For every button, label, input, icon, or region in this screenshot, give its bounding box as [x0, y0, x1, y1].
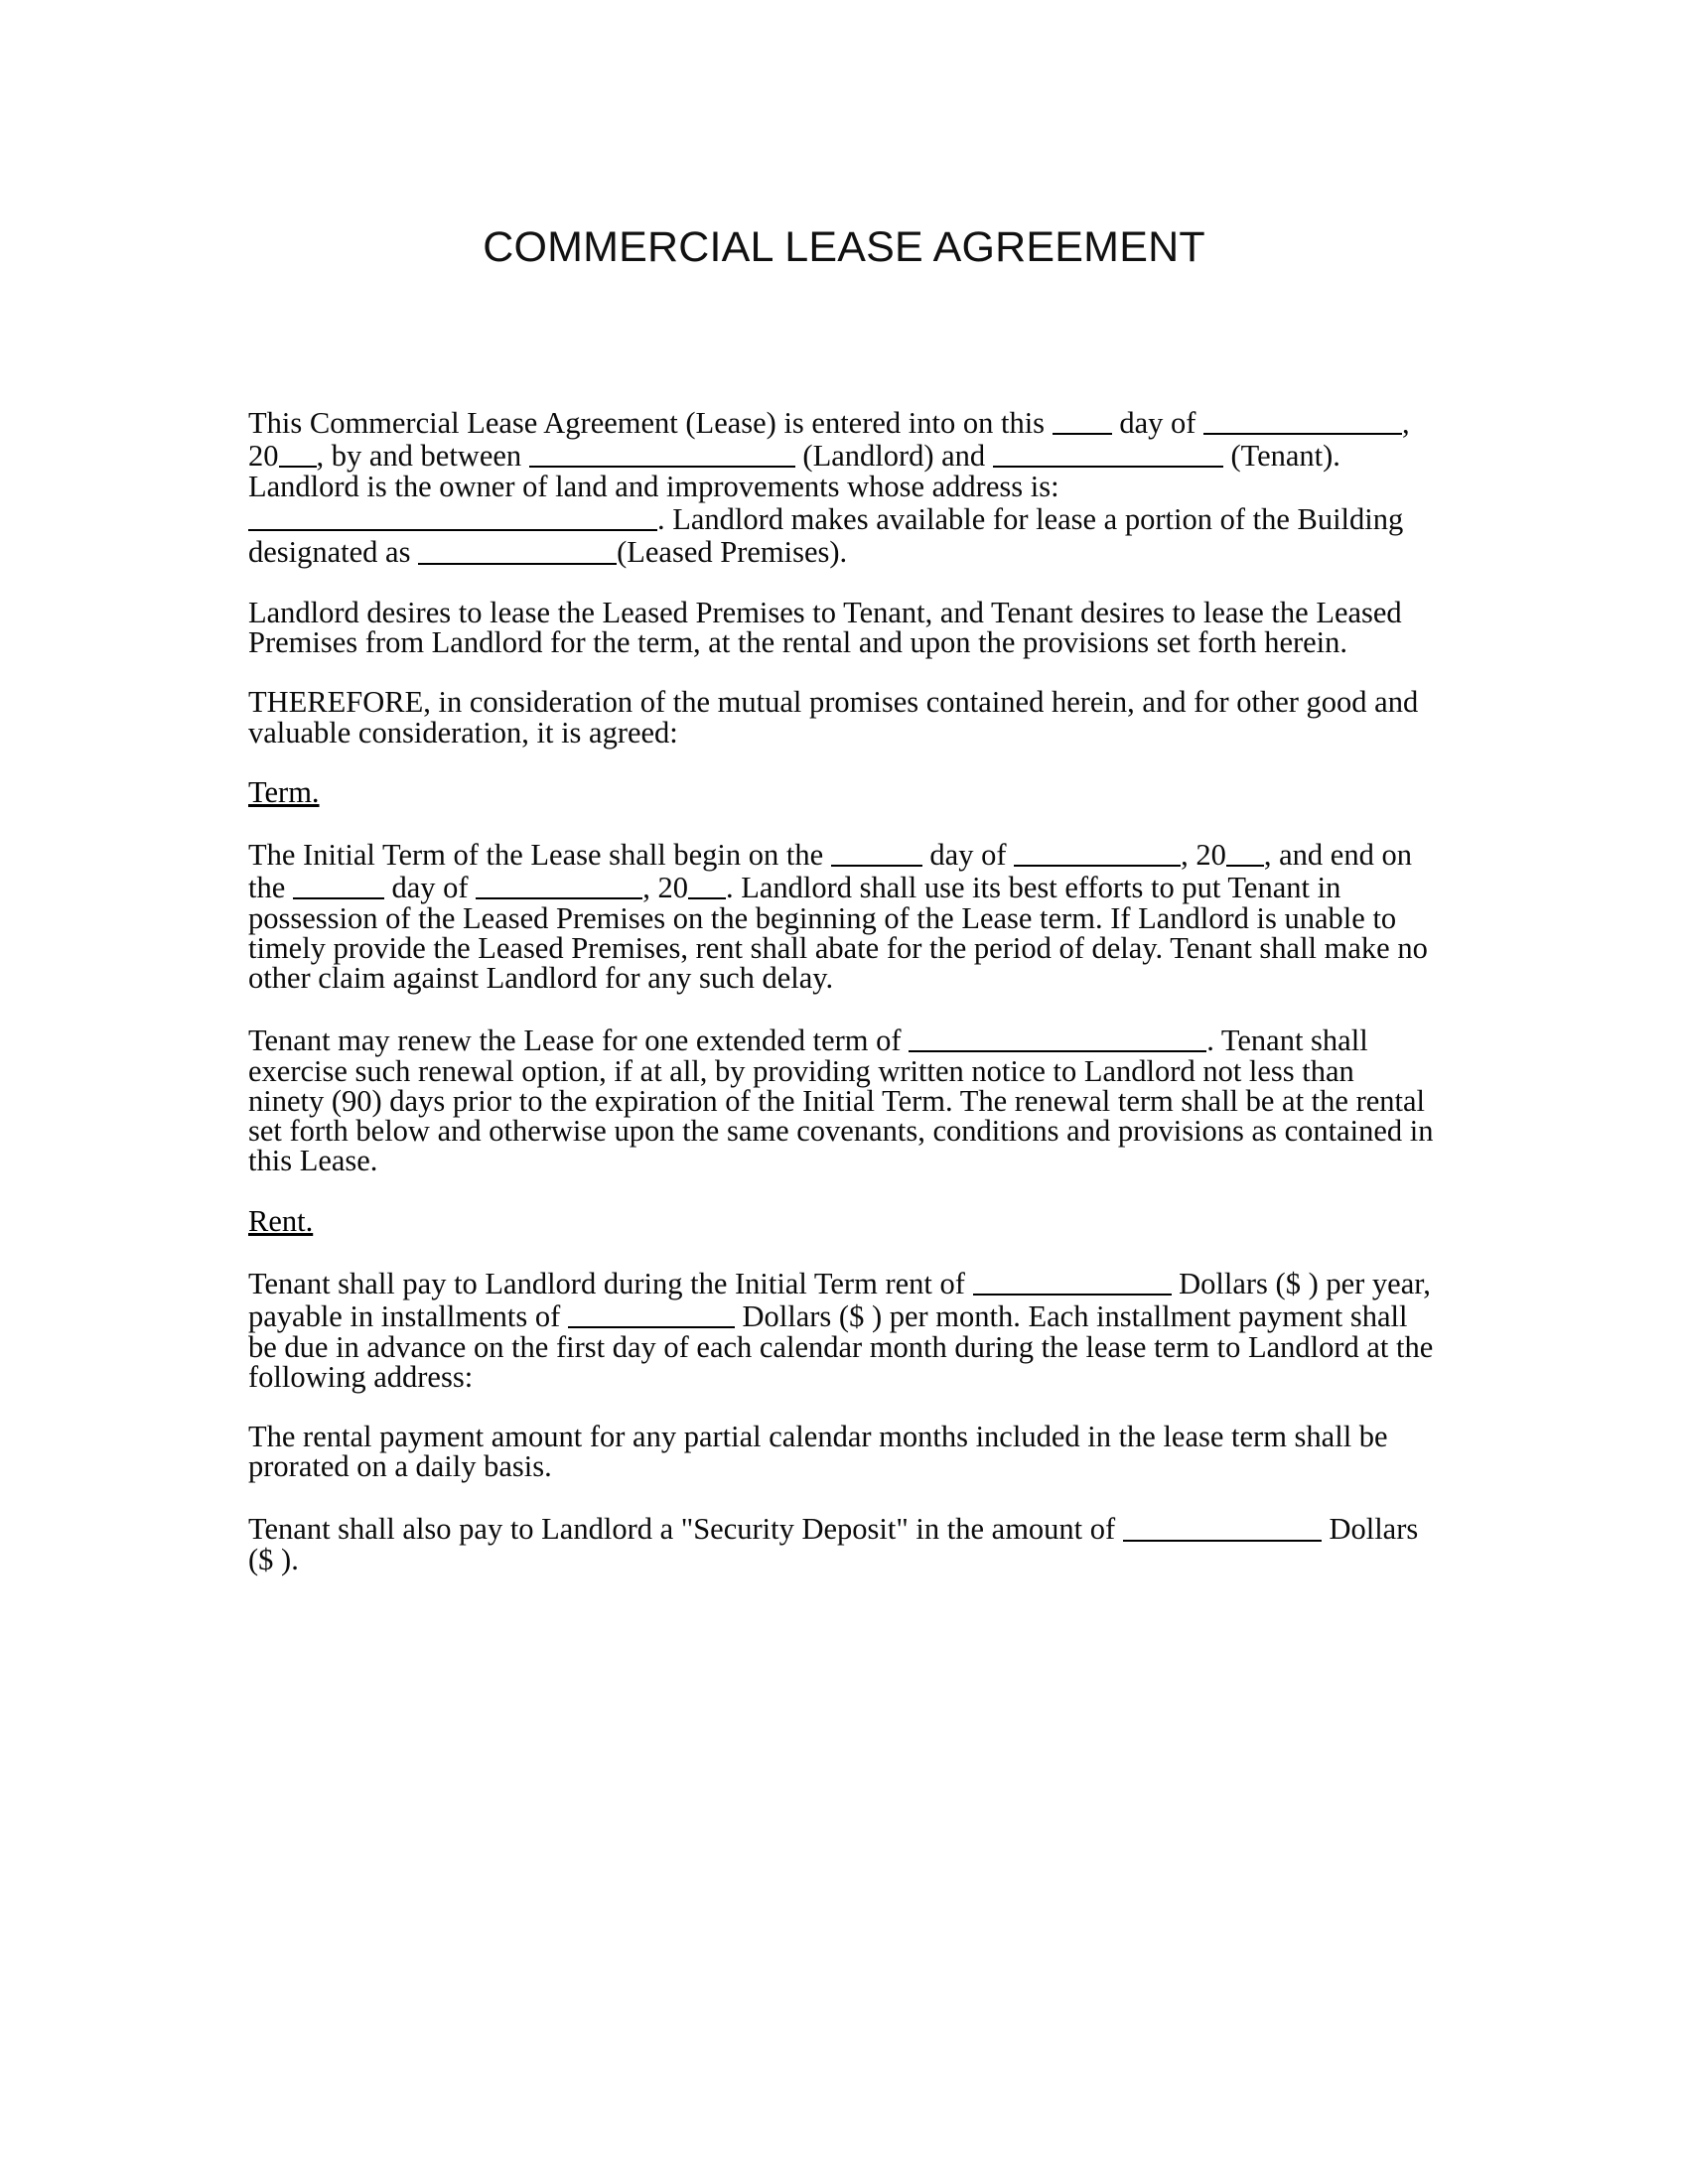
paragraph-intro [248, 405, 1436, 568]
term-segment-4: , and end on the [248, 838, 1412, 905]
security-deposit-segment-2: Dollars ($ ). [248, 1512, 1419, 1576]
blank-term-end-year[interactable] [688, 870, 726, 899]
rent-segment-3: Dollars ($ ) per month. Each installment payment shall be due in advance on the first day of each calendar month during the lease term to Landlord at the following address: [248, 1299, 1434, 1394]
blank-month[interactable] [1203, 405, 1402, 435]
blank-term-begin-month[interactable] [1014, 837, 1181, 867]
page-title: COMMERCIAL LEASE AGREEMENT [483, 223, 1205, 271]
paragraph-recital-desires: Landlord desires to lease the Leased Premises to Tenant, and Tenant desires to lease the Leased Premises from Landlord for the term, at the rental and upon the provisions set forth herein. [248, 595, 1402, 660]
blank-tenant-name[interactable] [993, 438, 1223, 468]
intro-segment-8: (Leased Premises). [617, 535, 848, 570]
paragraph-security-deposit [248, 1511, 1436, 1574]
renewal-segment-1: Tenant may renew the Lease for one extended term of [248, 1024, 910, 1058]
blank-leased-premises-designation[interactable] [418, 534, 617, 564]
section-heading-term-label: Term. [248, 774, 320, 809]
term-segment-1: The Initial Term of the Lease shall begin on the [248, 838, 831, 873]
blank-year[interactable] [279, 438, 317, 468]
blank-extended-term[interactable] [909, 1023, 1206, 1052]
intro-segment-1: This Commercial Lease Agreement (Lease) is entered into on this [248, 406, 1053, 441]
section-heading-rent [248, 1203, 1436, 1238]
intro-segment-3: , 20 [248, 406, 1410, 474]
paragraph-therefore: THEREFORE, in consideration of the mutual promises contained herein, and for other good and valuable consideration, it is agreed: [248, 685, 1419, 750]
term-segment-3: , 20 [1181, 838, 1226, 873]
intro-segment-5: (Landlord) and [794, 439, 993, 474]
blank-term-begin-day[interactable] [831, 837, 922, 867]
blank-landlord-address[interactable] [248, 501, 657, 531]
paragraph-renewal [248, 1023, 1436, 1178]
term-segment-5: day of [383, 871, 477, 905]
section-heading-rent-label: Rent. [248, 1203, 314, 1238]
intro-segment-4: , by and between [316, 439, 529, 474]
rent-segment-2: Dollars ($ ) per year, payable in installments of [248, 1267, 1431, 1334]
intro-segment-6: (Tenant). Landlord is the owner of land and improvements whose address is: [248, 439, 1340, 503]
blank-security-deposit-amount[interactable] [1123, 1511, 1322, 1541]
renewal-segment-2: . Tenant shall exercise such renewal option, if at all, by providing written notice to Landlord not less than ninety (90) days prior to the expiration of the Initial Term. The renewal term shall be at the rental set forth below and otherwise upon the same covenants, conditions and provisions as contained in this Lease. [248, 1024, 1434, 1178]
document-body [248, 405, 1436, 1604]
blank-monthly-installment-amount[interactable] [568, 1298, 735, 1328]
blank-term-end-month[interactable] [476, 870, 642, 899]
term-segment-7: . Landlord shall use its best efforts to put Tenant in possession of the Leased Premises on the beginning of the Lease term. If Landlord is unable to timely provide the Leased Premises, rent shall abate for the period of delay. Tenant shall make no other claim against Landlord for any such delay. [248, 871, 1428, 996]
term-segment-6: , 20 [642, 871, 688, 905]
security-deposit-segment-1: Tenant shall also pay to Landlord a "Security Deposit" in the amount of [248, 1512, 1123, 1547]
paragraph-rent-body [248, 1266, 1436, 1392]
intro-segment-2: day of [1111, 406, 1204, 441]
paragraph-term-body [248, 837, 1436, 996]
blank-landlord-name[interactable] [529, 438, 795, 468]
blank-term-end-day[interactable] [293, 870, 384, 899]
blank-day[interactable] [1053, 405, 1112, 435]
rent-segment-1: Tenant shall pay to Landlord during the Initial Term rent of [248, 1267, 973, 1301]
blank-annual-rent-amount[interactable] [973, 1266, 1172, 1296]
blank-term-begin-year[interactable] [1226, 837, 1264, 867]
section-heading-term [248, 774, 1436, 809]
term-segment-2: day of [921, 838, 1015, 873]
intro-segment-7: . Landlord makes available for lease a portion of the Building designated as [248, 502, 1404, 570]
paragraph-proration: The rental payment amount for any partial calendar months included in the lease term shall be prorated on a daily basis. [248, 1420, 1388, 1484]
